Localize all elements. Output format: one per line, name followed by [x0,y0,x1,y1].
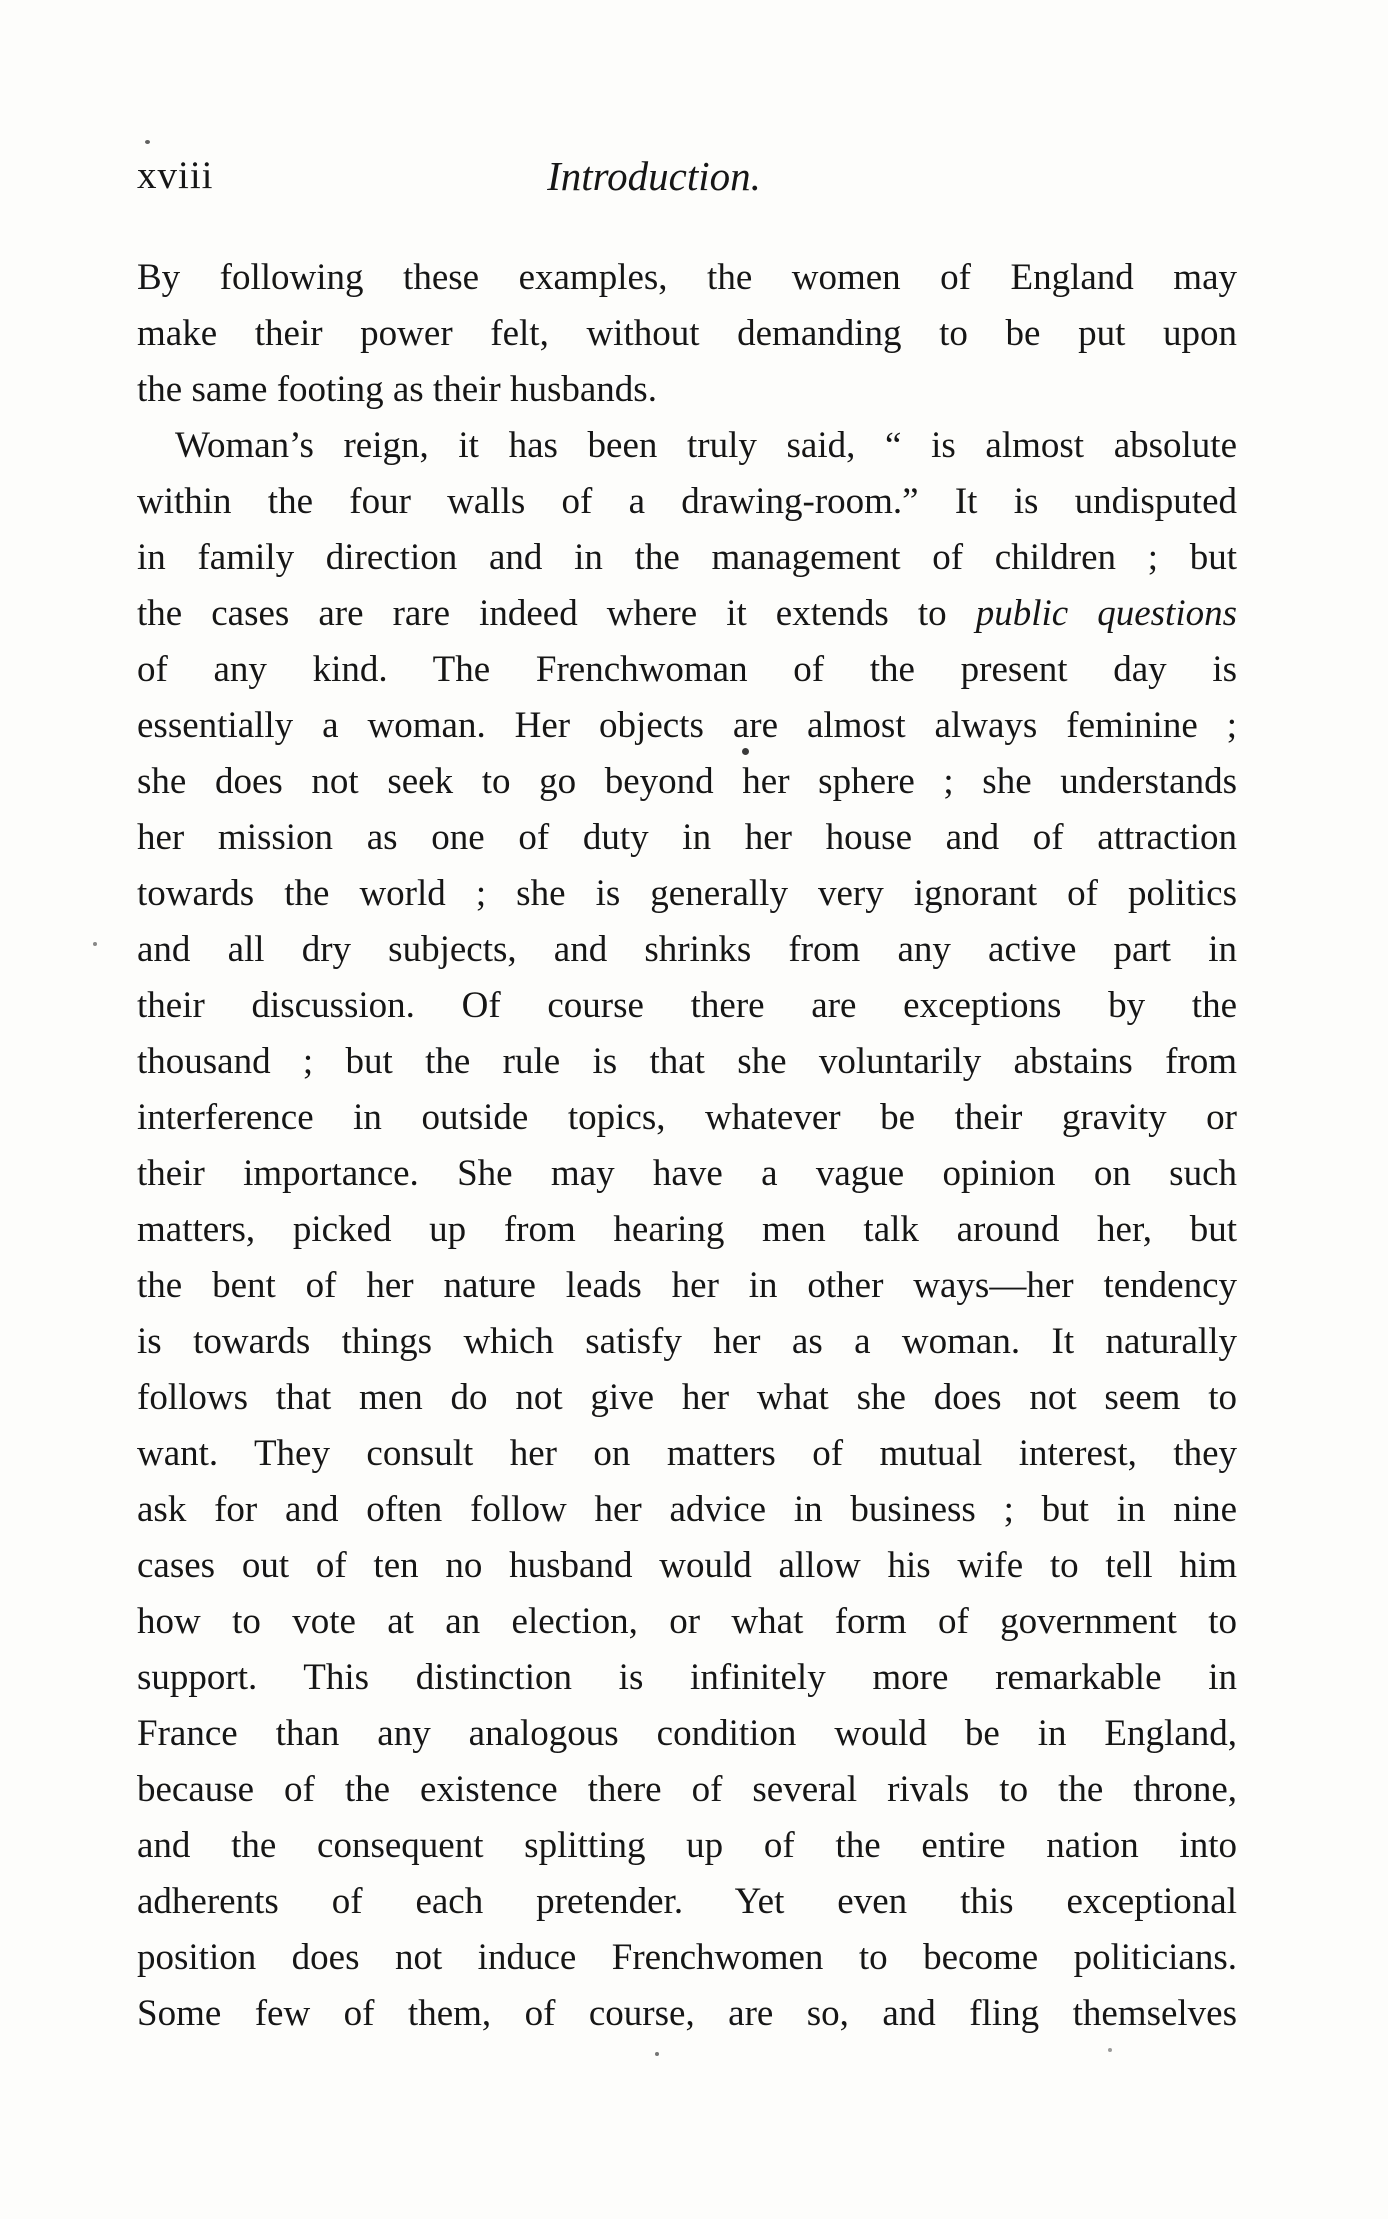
text-line [137,1874,1237,1930]
text-line [137,754,1237,810]
text-line [137,1706,1237,1762]
ink-speck [145,140,150,144]
text-line [137,1370,1237,1426]
line-segment: within the four walls of a drawing-room.” It is undisputed [137,481,1237,522]
text-line [137,362,1237,418]
running-title: Introduction. [547,153,761,199]
body-text [137,250,1237,2042]
text-line [137,1594,1237,1650]
text-line [137,866,1237,922]
line-segment: her mission as one of duty in her house and of attraction [137,817,1237,858]
text-line [137,418,1237,474]
text-line [137,1482,1237,1538]
text-line [137,1146,1237,1202]
line-segment: Woman’s reign, it has been truly said, “ is almost absolute [175,425,1237,466]
line-segment: ask for and often follow her advice in business ; but in nine [137,1489,1237,1530]
text-line [137,1986,1237,2042]
text-line [137,1650,1237,1706]
text-line [137,978,1237,1034]
line-segment: is towards things which satisfy her as a woman. It naturally [137,1321,1237,1362]
text-line [137,922,1237,978]
text-line [137,1818,1237,1874]
text-line [137,1090,1237,1146]
text-line [137,1034,1237,1090]
page-content [137,148,1237,2042]
ink-speck [93,942,97,946]
line-segment: France than any analogous condition would be in England, [137,1713,1237,1754]
text-line [137,250,1237,306]
text-line [137,530,1237,586]
line-segment: interference in outside topics, whatever be their gravity or [137,1097,1237,1138]
italic-line-segment: public questions [975,593,1238,634]
line-segment: want. They consult her on matters of mutual interest, they [137,1433,1237,1474]
text-line [137,1258,1237,1314]
line-segment: their importance. She may have a vague opinion on such [137,1153,1237,1194]
line-segment: she does not seek to go beyond her sphere ; she understands [137,761,1237,802]
line-segment: adherents of each pretender. Yet even this exceptional [137,1881,1237,1922]
text-line [137,1426,1237,1482]
line-segment: essentially a woman. Her objects are almost always feminine ; [137,705,1237,746]
ink-speck [742,748,749,755]
line-segment: thousand ; but the rule is that she voluntarily abstains from [137,1041,1237,1082]
line-segment: their discussion. Of course there are exceptions by the [137,985,1237,1026]
line-segment: and all dry subjects, and shrinks from any active part in [137,929,1237,970]
line-segment: follows that men do not give her what she does not seem to [137,1377,1237,1418]
line-segment: support. This distinction is infinitely more remarkable in [137,1657,1237,1698]
line-segment: make their power felt, without demanding to be put upon [137,313,1237,354]
text-line [137,1930,1237,1986]
text-line [137,1762,1237,1818]
line-segment: in family direction and in the management of children ; but [137,537,1237,578]
text-line [137,1202,1237,1258]
line-segment: the bent of her nature leads her in other ways—her tendency [137,1265,1237,1306]
line-segment: towards the world ; she is generally very ignorant of politics [137,873,1237,914]
line-segment: the cases are rare indeed where it extends to [137,593,976,634]
text-line [137,586,1237,642]
line-segment: By following these examples, the women of England may [137,257,1237,298]
line-segment: and the consequent splitting up of the entire nation into [137,1825,1237,1866]
text-line [137,474,1237,530]
ink-speck [1108,2048,1112,2052]
text-line [137,698,1237,754]
text-line [137,306,1237,362]
line-segment: matters, picked up from hearing men talk around her, but [137,1209,1237,1250]
line-segment: position does not induce Frenchwomen to become politicians. [137,1937,1237,1978]
text-line [137,810,1237,866]
text-line [137,642,1237,698]
text-line [137,1314,1237,1370]
ink-speck [655,2052,659,2056]
line-segment: because of the existence there of several rivals to the throne, [137,1769,1237,1810]
page-header [137,148,1237,204]
line-segment: the same footing as their husbands. [137,369,657,410]
page-number: xviii [137,154,214,197]
line-segment: how to vote at an election, or what form of government to [137,1601,1237,1642]
line-segment: of any kind. The Frenchwoman of the present day is [137,649,1237,690]
line-segment: Some few of them, of course, are so, and fling themselves [137,1993,1237,2034]
line-segment: cases out of ten no husband would allow his wife to tell him [137,1545,1237,1586]
text-line [137,1538,1237,1594]
